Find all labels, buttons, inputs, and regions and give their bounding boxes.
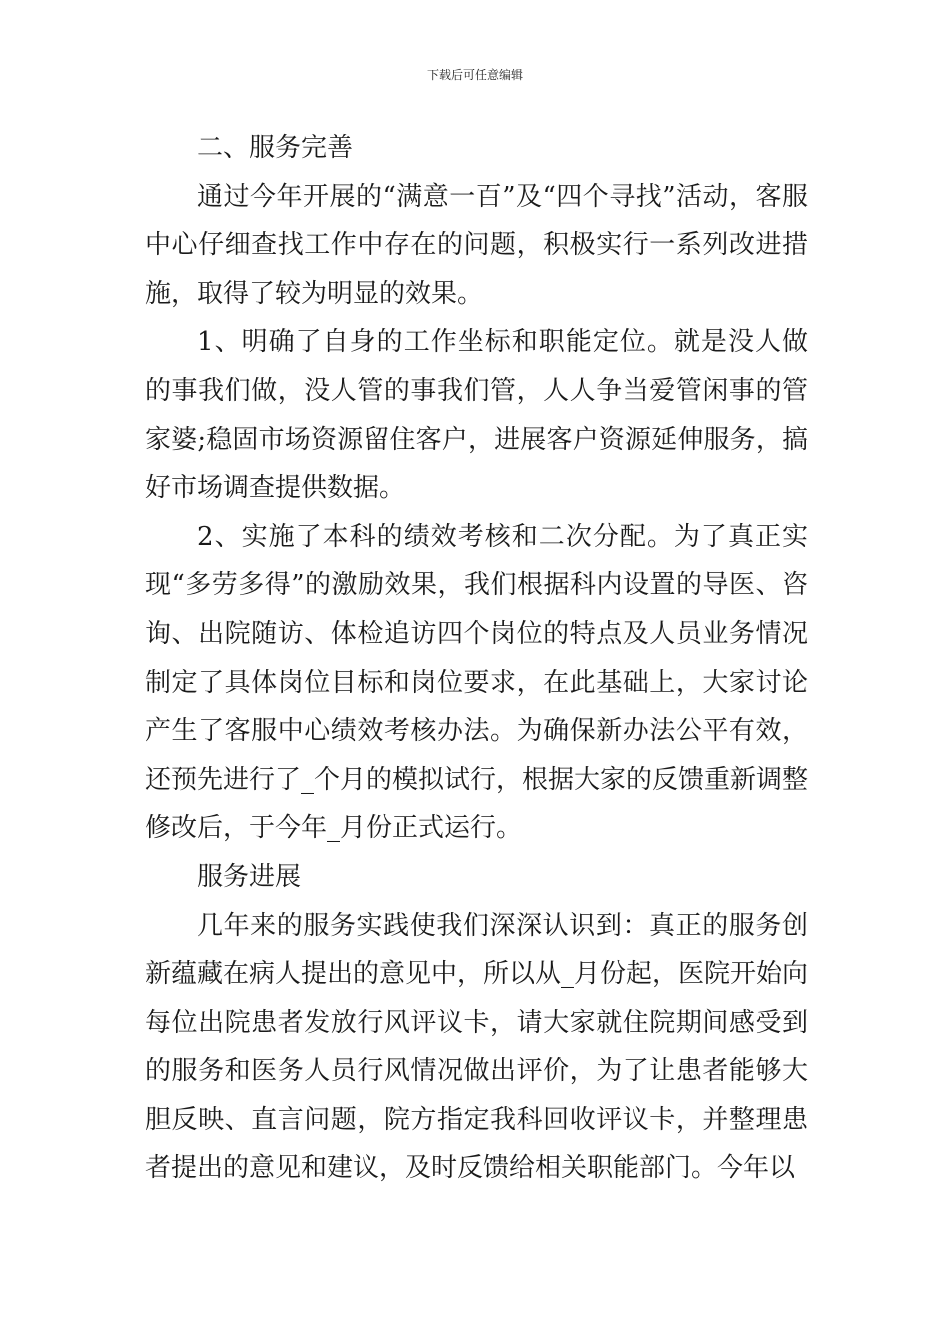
paragraph-point-2: 2、实施了本科的绩效考核和二次分配。为了真正实现“多劳多得”的激励效果，我们根据科内设置的导医、咨询、出院随访、体检追访四个岗位的特点及人员业务情况制定了具体岗位目标和岗位要求，在此基础上，大家讨论产生了客服中心绩效考核办法。为确保新办法公平有效，还预先进行了_个月的模拟试行，根据大家的反馈重新调整修改后，于今年_月份正式运行。 <box>145 521 809 844</box>
section-heading-service-progress: 服务进展 <box>197 861 302 892</box>
page-header-note: 下载后可任意编辑 <box>426 68 523 82</box>
section-heading-service-improvement: 二、服务完善 <box>197 133 354 163</box>
paragraph-point-1: 1、明确了自身的工作坐标和职能定位。就是没人做的事我们做，没人管的事我们管，人人争当爱管闲事的管家婆;稳固市场资源留住客户，进展客户资源延伸服务，搞好市场调查提供数据。 <box>145 327 808 504</box>
paragraph-intro: 通过今年开展的“满意一百”及“四个寻找”活动，客服中心仔细查找工作中存在的问题，积极实行一系列改进措施，取得了较为明显的效果。 <box>145 181 808 309</box>
document-body <box>145 124 808 1193</box>
paragraph-progress: 几年来的服务实践使我们深深认识到：真正的服务创新蕴藏在病人提出的意见中，所以从_月份起，医院开始向每位出院患者发放行风评议卡，请大家就住院期间感受到的服务和医务人员行风情况做出评价，为了让患者能够大胆反映、直言问题，院方指定我科回收评议卡，并整理患者提出的意见和建议，及时反馈给相关职能部门。今年以 <box>145 910 809 1184</box>
